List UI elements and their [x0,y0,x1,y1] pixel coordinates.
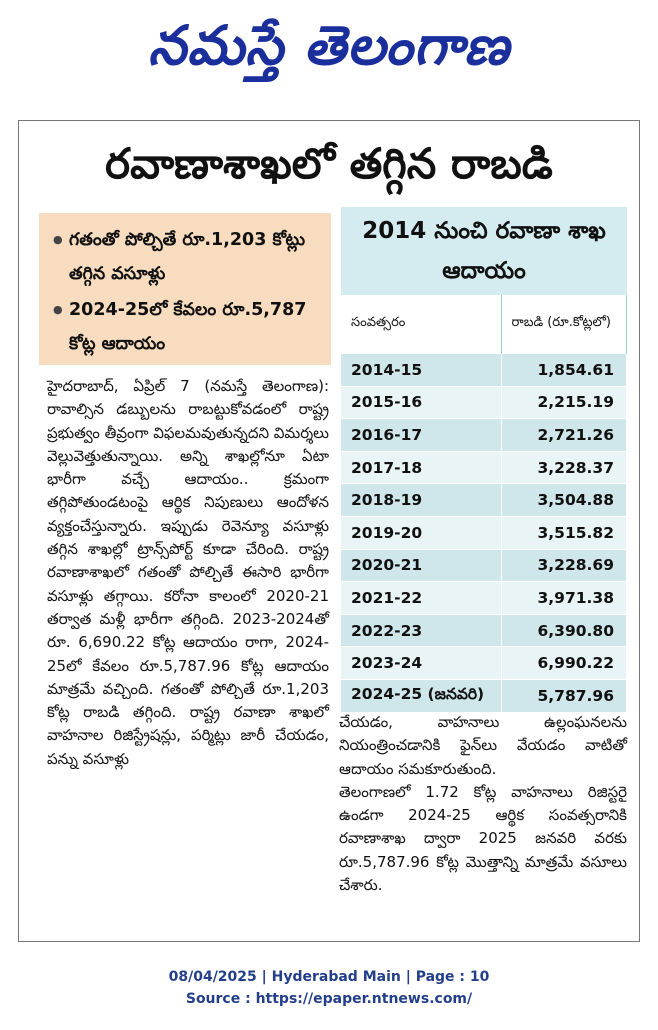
logo-text: నమస్తే తెలంగాణ [148,14,510,77]
table-row [341,451,627,484]
table-row [341,484,627,517]
footer-date-edition: 08/04/2025 | Hyderabad Main | Page : 10 [168,969,490,985]
article-body-left [47,375,329,771]
news-clipping [18,120,640,942]
revenue-cell: 6,990.22 [501,647,626,680]
year-cell: 2022-23 [341,614,501,647]
body-paragraph: హైదరాబాద్, ఏప్రిల్ 7 (నమస్తే తెలంగాణ): రావాల్సిన డబ్బులను రాబట్టుకోవడంలో రాష్ట్ర ప్రభుత్వం తీవ్రంగా విఫలమవుతున్నదని విమర్శలు వెల్లువెత్తుతున్నాయి. అన్ని శాఖల్లోనూ ఏటా భారీగా వచ్చే ఆదాయం.. క్రమంగా తగ్గిపోతుండటంపై ఆర్థిక నిపుణులు ఆందోళన వ్యక్తంచేస్తున్నారు. ఇప్పుడు రెవెన్యూ వసూళ్లు తగ్గిన శాఖల్లో ట్రాన్స్‌పోర్ట్ కూడా చేరింది. రాష్ట్ర రవాణాశాఖలో గతంతో పోల్చితే ఈసారి భారీగా వసూళ్లు తగ్గాయి. కరోనా కాలంలో 2020-21 తర్వాత మళ్లీ భారీగా తగ్గింది. 2023-2024తో రూ. 6,690.22 కోట్ల ఆదాయం రాగా, 2024-25లో కేవలం రూ.5,787.96 కోట్ల ఆదాయం మాత్రమే వచ్చింది. గతంతో పోల్చితే రూ.1,203 కోట్ల రాబడి తగ్గింది. రాష్ట్ర రవాణా శాఖలో వాహనాల రిజిస్ట్రేషన్లు, పర్మిట్లు జారీ చేయడం, పన్ను వసూళ్లు [47,377,329,768]
page-footer [0,966,658,1010]
masthead-logo [0,0,658,92]
footer-source: Source : https://epaper.ntnews.com/ [185,991,473,1007]
table-row [341,679,627,711]
body-paragraph: చేయడం, వాహనాలు ఉల్లంఘనలను నియంత్రించడానికి ఫైన్‌లు వేయడం వాటితో ఆదాయం సమకూరుతుంది. [339,713,627,778]
revenue-cell: 6,390.80 [501,614,626,647]
year-cell: 2015-16 [341,386,501,419]
table-row [341,647,627,680]
highlight-item: ● 2024-25లో కేవలం రూ.5,787 కోట్ల ఆదాయం [53,293,321,361]
highlights-box [39,213,331,365]
revenue-table [341,295,627,712]
year-cell: 2017-18 [341,451,501,484]
year-cell: 2019-20 [341,516,501,549]
revenue-cell: 3,228.69 [501,549,626,582]
article-headline: రవాణాశాఖలో తగ్గిన రాబడి [105,139,553,188]
revenue-cell: 3,971.38 [501,582,626,615]
table-row [341,549,627,582]
revenue-table-title: 2014 నుంచి రవాణా శాఖ ఆదాయం [341,207,627,295]
year-cell: 2020-21 [341,549,501,582]
year-cell: 2014-15 [341,354,501,387]
revenue-table-body [341,354,627,712]
year-cell: 2024-25 (జనవరి) [341,679,501,711]
year-cell: 2021-22 [341,582,501,615]
table-row [341,386,627,419]
table-row [341,516,627,549]
year-cell: 2023-24 [341,647,501,680]
revenue-cell: 3,504.88 [501,484,626,517]
body-paragraph: తెలంగాణలో 1.72 కోట్ల వాహనాలు రిజిస్టరై ఉండగా 2024-25 ఆర్థిక సంవత్సరానికి రవాణాశాఖ ద్వారా 2025 జనవరి వరకు రూ.5,787.96 కోట్ల మొత్తాన్ని మాత్రమే వసూలు చేశారు. [339,782,627,895]
year-cell: 2018-19 [341,484,501,517]
table-row [341,614,627,647]
article-body-right [339,711,627,897]
table-row [341,582,627,615]
column-header-year: సంవత్సరం [341,295,501,354]
table-row [341,354,627,387]
revenue-cell: 5,787.96 [501,679,626,711]
revenue-cell: 3,228.37 [501,451,626,484]
highlight-item: ● గతంతో పోల్చితే రూ.1,203 కోట్లు తగ్గిన వసూళ్లు [53,223,321,291]
revenue-cell: 3,515.82 [501,516,626,549]
column-header-revenue: రాబడి (రూ.కోట్లలో) [501,295,626,354]
year-cell: 2016-17 [341,419,501,452]
table-row [341,419,627,452]
revenue-cell: 2,721.26 [501,419,626,452]
revenue-cell: 1,854.61 [501,354,626,387]
revenue-table-box [341,207,627,712]
revenue-cell: 2,215.19 [501,386,626,419]
